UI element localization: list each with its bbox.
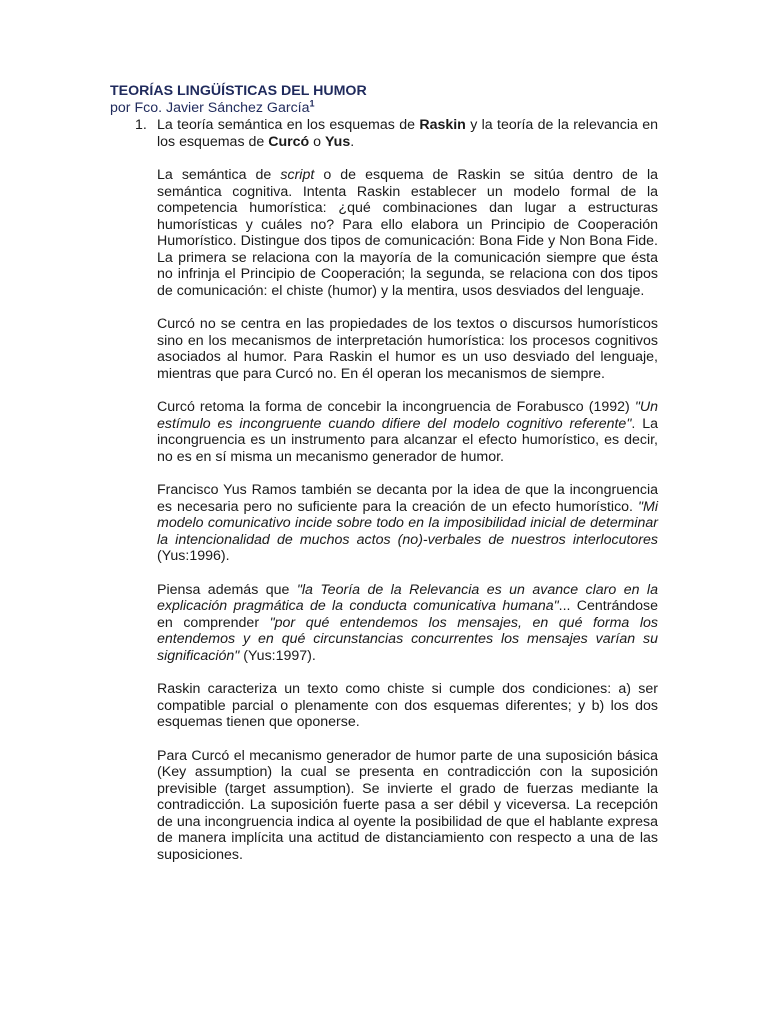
item-text: . (350, 133, 355, 150)
paragraph-4 (110, 482, 658, 565)
author-byline (110, 100, 658, 117)
paragraph-5 (110, 582, 658, 665)
italic-quote: "la Teoría de la Relevancia es un avance claro en la explicación pragmática de la conducta comunicativa humana" (157, 581, 658, 614)
paragraph-6: Raskin caracteriza un texto como chiste si cumple dos condiciones: a) ser compatible parcial o plenamente con dos esquemas diferentes; y b) los dos esquemas tienen que oponerse. (157, 681, 658, 730)
footnote-marker: 1 (309, 98, 315, 109)
paragraph-2: Curcó no se centra en las propiedades de los textos o discursos humorísticos sino en los mecanismos de interpretación humorística: los procesos cognitivos asociados al humor. Para Raskin el humor es un uso desviado del lenguaje, mientras que para Curcó no. En él operan los mecanismos de siempre. (157, 316, 658, 382)
item-name-yus: Yus (324, 133, 351, 150)
item-text: y la teoría de la relevancia en los esquemas de (157, 117, 658, 150)
paragraph-text: o de esquema de Raskin se sitúa dentro de la semántica cognitiva. Intenta Raskin establecer un modelo formal de la competencia humorística: ¿qué combinaciones dan lugar a estructuras humorísticas y cuáles no? Para ello elabora un Principio de Cooperación Humorístico. Distingue dos tipos de comunicación: Bona Fide y Non Bona Fide. La primera se relaciona con la mayoría de la comunicación siempre que ésta no infrinja el Principio de Cooperación; la segunda, se relaciona con dos tipos de comunicación: el chiste (humor) y la mentira, usos desviados del lenguaje. (157, 167, 658, 299)
paragraph-1 (110, 167, 658, 299)
document-title: TEORÍAS LINGÜÍSTICAS DEL HUMOR (110, 83, 367, 99)
paragraph-7: Para Curcó el mecanismo generador de humor parte de una suposición básica (Key assumption) la cual se presenta en contradicción con la suposición previsible (target assumption). Se invierte el grado de fuerzas mediante la contradicción. La suposición fuerte pasa a ser débil y viceversa. La recepción de una incongruencia indica al oyente la posibilidad de que el hablante expresa de manera implícita una actitud de distanciamiento con respecto a una de las suposiciones. (157, 747, 658, 863)
paragraph-text: . La incongruencia es un instrumento para alcanzar el efecto humorístico, es decir, no es en sí misma un mecanismo generador de humor. (157, 415, 659, 465)
author-name: por Fco. Javier Sánchez García (110, 100, 310, 116)
paragraph-3 (110, 399, 658, 465)
italic-quote: "por qué entendemos los mensajes, en qué forma los entendemos y en qué circunstancias concurrentes los mensajes varían su significación" (157, 614, 658, 664)
italic-term: script (280, 167, 315, 183)
paragraph-text: La semántica de (157, 167, 281, 183)
list-item-number: 1. (135, 117, 147, 133)
paragraph-text: (Yus:1997). (239, 647, 316, 664)
paragraph-text: ... Centrándose en comprender (157, 598, 658, 631)
item-text: La teoría semántica en los esquemas de (157, 117, 420, 133)
italic-quote: "Mi modelo comunicativo incide sobre todo en la imposibilidad inicial de determinar la intencionalidad de muchos actos (no)-verbales de nuestros interlocutores (157, 498, 658, 548)
paragraph-text: Piensa además que (157, 581, 297, 598)
italic-quote: "Un estímulo es incongruente cuando difiere del modelo cognitivo referente" (157, 399, 658, 432)
list-item-1 (110, 117, 658, 150)
item-text: o (309, 133, 325, 150)
paragraph-text: Curcó retoma la forma de concebir la incongruencia de Forabusco (1992) (157, 399, 635, 415)
paragraph-text: Francisco Yus Ramos también se decanta por la idea de que la incongruencia es necesaria pero no suficiente para la creación de un efecto humorístico. (157, 482, 658, 515)
item-name-curco: Curcó (268, 133, 310, 150)
item-name-raskin: Raskin (419, 117, 466, 133)
paragraph-text: (Yus:1996). (157, 548, 230, 564)
